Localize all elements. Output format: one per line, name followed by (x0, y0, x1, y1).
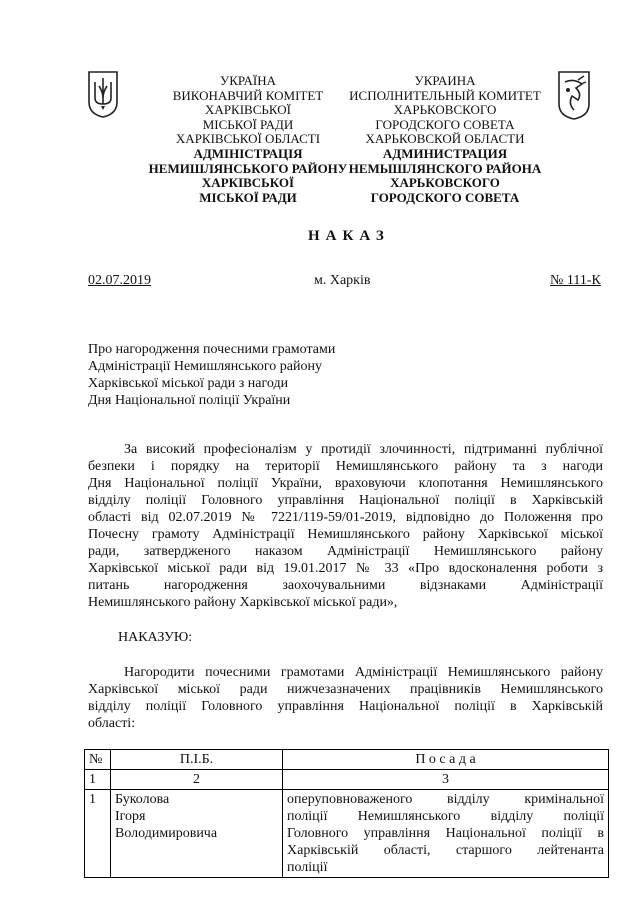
table-index-row (85, 770, 609, 790)
trident-emblem-icon (86, 70, 120, 118)
header-ua-line: УКРАЇНА (220, 73, 276, 88)
subject-line: Дня Національної поліції України (88, 393, 291, 408)
body-line: питань нагородження заохочувальними відзнаками Адміністрації (88, 578, 603, 593)
body-line: Харківської міської ради нижчезазначених працівників Немишлянського (88, 682, 603, 697)
header-ru-line: ИСПОЛНИТЕЛЬНЫЙ КОМИТЕТ (349, 87, 541, 103)
body-line: безпеки і порядку на території Немишлянського району та з нагоди (88, 459, 603, 474)
kharkiv-coat-of-arms-icon (556, 70, 592, 120)
body-line: Нагородити почесними грамотами Адміністрації Немишлянського району (124, 665, 603, 680)
subject-line: Харківської міської ради з нагоди (88, 376, 289, 391)
body-line: ради, затвердженого наказом Адміністрації Немишлянського району (88, 544, 603, 559)
table-cell-name (111, 790, 283, 878)
table-header-name: П.І.Б. (111, 750, 283, 770)
header-ua-line: ХАРКІВСЬКОЇ (201, 175, 295, 191)
position-line: Головного управління Національної поліції в (287, 826, 604, 841)
table-row (85, 790, 609, 878)
document-city: м. Харків (314, 273, 371, 288)
body-line: Дня Національної поліції України, враховуючи клопотання Немишлянського (88, 476, 603, 491)
document-date: 02.07.2019 (88, 273, 151, 288)
header-ua-line: МІСЬКОЇ РАДИ (202, 116, 294, 132)
table-cell-num: 1 (85, 790, 111, 878)
order-word: НАКАЗУЮ: (118, 630, 193, 645)
table-cell-position (283, 790, 609, 878)
header-ru-line: ХАРЬКОВСКОЙ ОБЛАСТИ (365, 131, 525, 147)
subject-line: Про нагородження почесними грамотами (88, 342, 336, 357)
subject-line: Адміністрації Немишлянського району (88, 359, 323, 374)
body-line: За високий професіоналізм у протидії злочинності, підтриманні публічної (124, 442, 603, 457)
header-ru-line: ХАРЬКОВСКОГО (390, 175, 500, 191)
table-cell: 2 (111, 770, 283, 790)
table-header-position: П о с а д а (283, 750, 609, 770)
table-cell: 1 (85, 770, 111, 790)
document-number: № 111-К (550, 273, 601, 288)
header-ru-line: НЕМЫШЛЯНСКОГО РАЙОНА (348, 160, 542, 176)
name-line: Буколова (115, 792, 170, 807)
body-paragraph-1 (88, 441, 603, 611)
body-paragraph-2 (88, 664, 603, 732)
body-line: відділу поліції Головного управління Національної поліції в Харківській (88, 699, 603, 714)
name-line: Ігоря (115, 809, 146, 824)
document-subject (88, 341, 335, 409)
header-ua (138, 74, 358, 205)
header-ua-line: ХАРКІВСЬКОЇ ОБЛАСТІ (175, 131, 321, 147)
table-cell: 3 (283, 770, 609, 790)
header-ua-line: МІСЬКОЇ РАДИ (199, 189, 297, 205)
table-header-num: № (85, 750, 111, 770)
position-line: поліції (287, 860, 328, 875)
body-line: Немишлянського району Харківської міської ради», (88, 595, 398, 610)
body-line: відділу поліції Головного управління Національної поліції в Харківській (88, 493, 603, 508)
body-line: Почесну грамоту Адміністрації Немишлянського району Харківської міської (88, 527, 603, 542)
header-ru-line: ГОРОДСКОГО СОВЕТА (375, 116, 515, 132)
header-ua-line: ВИКОНАВЧИЙ КОМІТЕТ (172, 87, 324, 103)
body-line: Харківської міської ради від 19.01.2017 № 33 «Про вдосконалення роботи з (88, 561, 603, 576)
awardees-table (84, 749, 609, 878)
position-line: поліції Немишлянського відділу поліції (287, 809, 604, 824)
position-line: оперуповноваженого відділу кримінальної (287, 792, 604, 807)
header-ua-line: ХАРКІВСЬКОЇ (205, 102, 291, 118)
header-ua-line: АДМІНІСТРАЦІЯ (193, 145, 303, 161)
body-line: області: (88, 716, 136, 731)
table-header-row (85, 750, 609, 770)
name-line: Володимировича (115, 826, 218, 841)
header-ru-line: ГОРОДСКОГО СОВЕТА (370, 189, 520, 205)
header-ru-line: ХАРЬКОВСКОГО (393, 102, 497, 118)
header-ru-line: АДМИНИСТРАЦИЯ (382, 145, 508, 161)
document-title: НАКАЗ (308, 228, 390, 244)
header-ua-line: НЕМИШЛЯНСЬКОГО РАЙОНУ (148, 160, 348, 176)
header-ru (335, 74, 555, 205)
position-line: Харківській області, старшого лейтенанта (287, 843, 604, 858)
body-line: області від 02.07.2019 № 7221/119-59/01-2019, відповідно до Положення про (88, 510, 603, 525)
header-ru-line: УКРАИНА (414, 73, 476, 88)
